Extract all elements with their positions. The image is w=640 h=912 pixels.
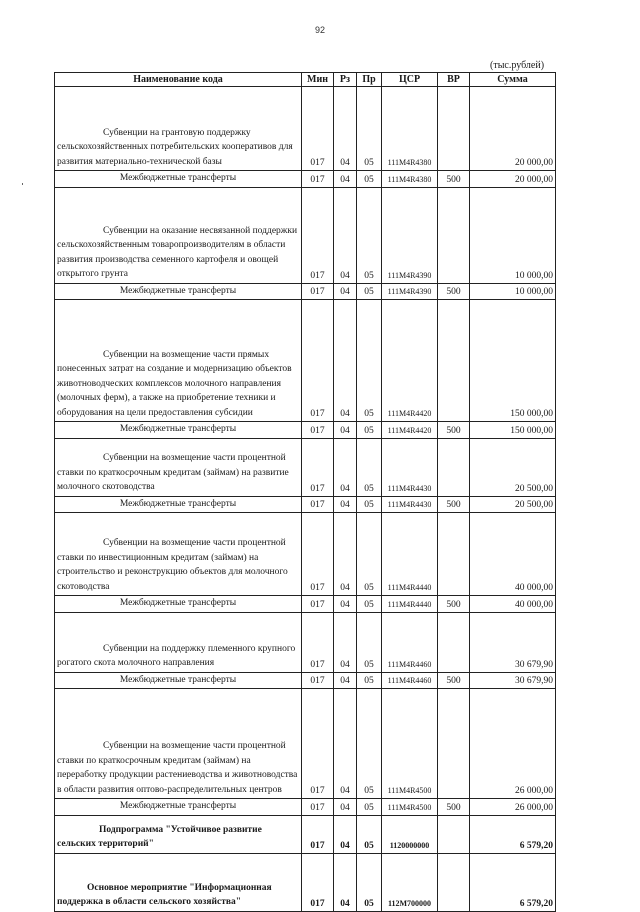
cell-pr: 05 [357,438,382,496]
cell-csr: 111M4R4420 [382,422,438,439]
cell-vr [438,853,470,911]
cell-csr: 111M4R4420 [382,300,438,422]
cell-vr [438,513,470,596]
cell-name [55,596,302,613]
table-header-row [55,73,556,87]
table-row-transfer [55,496,556,513]
cell-vr [438,187,470,283]
cell-csr: 111M4R4430 [382,438,438,496]
row-label: Основное мероприятие "Информационная поддержка в области сельского хозяйства" [57,882,272,907]
cell-rz: 04 [334,799,357,816]
cell-name [55,853,302,911]
cell-vr: 500 [438,171,470,188]
units-label: (тыс.рублей) [490,60,545,71]
header-pr: Пр [357,73,382,87]
cell-pr: 05 [357,513,382,596]
cell-min: 017 [302,171,334,188]
cell-sum: 20 000,00 [470,87,556,171]
cell-min: 017 [302,87,334,171]
row-label: Субвенции на оказание несвязанной поддержки сельскохозяйственным товаропроизводителям в области развития производства семенного картофеля и овощей открытого грунта [57,225,298,279]
cell-rz: 04 [334,815,357,853]
table-row-transfer [55,171,556,188]
cell-pr: 05 [357,422,382,439]
row-label: Субвенции на возмещение части процентной ставки по краткосрочным кредитам (займам) на переработку продукции растениеводства и животноводства в области развития оптово-распределительных центров [57,741,298,795]
cell-name [55,815,302,853]
cell-pr: 05 [357,87,382,171]
table-row-item [55,513,556,596]
cell-rz: 04 [334,853,357,911]
row-label: Субвенции на поддержку племенного крупного рогатого скота молочного направления [57,643,296,668]
cell-min: 017 [302,513,334,596]
cell-rz: 04 [334,187,357,283]
cell-rz: 04 [334,283,357,300]
cell-vr: 500 [438,422,470,439]
table-row-transfer [55,283,556,300]
cell-name [55,672,302,689]
cell-sum: 10 000,00 [470,187,556,283]
cell-min: 017 [302,612,334,672]
cell-sum: 10 000,00 [470,283,556,300]
cell-name [55,87,302,171]
cell-name [55,187,302,283]
cell-sum: 20 500,00 [470,496,556,513]
cell-csr: 111M4R4390 [382,283,438,300]
row-label: Межбюджетные трансферты [119,424,237,434]
cell-rz: 04 [334,513,357,596]
row-label: Межбюджетные трансферты [119,801,237,811]
cell-sum: 6 579,20 [470,853,556,911]
cell-sum: 150 000,00 [470,300,556,422]
cell-csr: 111M4R4380 [382,87,438,171]
cell-rz: 04 [334,87,357,171]
cell-sum: 6 579,20 [470,815,556,853]
cell-min: 017 [302,815,334,853]
cell-sum: 40 000,00 [470,596,556,613]
cell-pr: 05 [357,283,382,300]
row-label: Межбюджетные трансферты [119,598,237,608]
scan-mark [22,183,23,185]
cell-vr: 500 [438,496,470,513]
cell-vr [438,689,470,799]
cell-csr: 111M4R4440 [382,513,438,596]
cell-vr [438,87,470,171]
cell-csr: 111M4R4460 [382,612,438,672]
row-label: Субвенции на возмещение части процентной ставки по инвестиционным кредитам (займам) на строительство и реконструкцию объектов для молочного скотоводства [57,538,288,592]
cell-min: 017 [302,672,334,689]
cell-rz: 04 [334,438,357,496]
cell-min: 017 [302,283,334,300]
cell-rz: 04 [334,672,357,689]
cell-pr: 05 [357,171,382,188]
cell-name [55,612,302,672]
cell-name [55,438,302,496]
header-min: Мин [302,73,334,87]
cell-name [55,496,302,513]
cell-name [55,513,302,596]
row-label: Субвенции на возмещение части процентной ставки по краткосрочным кредитам (займам) на развитие молочного скотоводства [57,453,289,492]
cell-pr: 05 [357,815,382,853]
cell-pr: 05 [357,596,382,613]
cell-rz: 04 [334,300,357,422]
cell-min: 017 [302,689,334,799]
header-rz: Рз [334,73,357,87]
cell-vr [438,438,470,496]
cell-pr: 05 [357,300,382,422]
cell-rz: 04 [334,496,357,513]
header-name: Наименование кода [55,73,302,87]
cell-min: 017 [302,496,334,513]
cell-csr: 111M4R4380 [382,171,438,188]
cell-min: 017 [302,596,334,613]
header-vr: ВР [438,73,470,87]
cell-rz: 04 [334,689,357,799]
table-row-subprogram [55,815,556,853]
table-row-transfer [55,422,556,439]
cell-sum: 20 500,00 [470,438,556,496]
cell-min: 017 [302,300,334,422]
cell-name [55,283,302,300]
cell-name [55,300,302,422]
cell-csr: 1120000000 [382,815,438,853]
cell-rz: 04 [334,612,357,672]
cell-vr [438,612,470,672]
cell-pr: 05 [357,672,382,689]
cell-csr: 111M4R4500 [382,689,438,799]
cell-vr: 500 [438,283,470,300]
row-label: Субвенции на грантовую поддержку сельскохозяйственных потребительских кооперативов для развития материально-технической базы [57,127,293,167]
cell-csr: 111M4R4460 [382,672,438,689]
table-row-item [55,438,556,496]
cell-name [55,422,302,439]
cell-csr: 111M4R4430 [382,496,438,513]
cell-name [55,171,302,188]
table-row-item [55,612,556,672]
row-label: Межбюджетные трансферты [119,498,237,509]
cell-rz: 04 [334,422,357,439]
cell-pr: 05 [357,799,382,816]
cell-pr: 05 [357,689,382,799]
row-label: Подпрограмма "Устойчивое развитие сельских территорий" [57,824,262,849]
row-label: Межбюджетные трансферты [119,285,237,296]
cell-csr: 111M4R4500 [382,799,438,816]
table-body [55,87,556,912]
cell-rz: 04 [334,596,357,613]
table-row-transfer [55,799,556,816]
cell-sum: 150 000,00 [470,422,556,439]
cell-min: 017 [302,187,334,283]
cell-rz: 04 [334,171,357,188]
row-label: Межбюджетные трансферты [119,173,237,183]
cell-sum: 26 000,00 [470,799,556,816]
cell-sum: 30 679,90 [470,612,556,672]
table-row-activity [55,853,556,911]
table-row-item [55,300,556,422]
cell-vr [438,300,470,422]
cell-pr: 05 [357,496,382,513]
cell-sum: 40 000,00 [470,513,556,596]
table-row-item [55,87,556,171]
cell-sum: 20 000,00 [470,171,556,188]
cell-vr: 500 [438,596,470,613]
cell-min: 017 [302,422,334,439]
header-csr: ЦСР [382,73,438,87]
table-row-transfer [55,672,556,689]
cell-min: 017 [302,853,334,911]
page-number: 92 [314,25,325,35]
cell-pr: 05 [357,187,382,283]
cell-pr: 05 [357,853,382,911]
cell-sum: 26 000,00 [470,689,556,799]
cell-min: 017 [302,799,334,816]
table-row-item [55,689,556,799]
budget-table [54,72,556,912]
header-sum: Сумма [470,73,556,87]
cell-vr: 500 [438,799,470,816]
cell-name [55,689,302,799]
table-row-transfer [55,596,556,613]
cell-vr: 500 [438,672,470,689]
cell-sum: 30 679,90 [470,672,556,689]
row-label: Субвенции на возмещение части прямых понесенных затрат на создание и модернизацию объектов животноводческих комплексов молочного направления (молочных ферм), а также на приобретение техники и оборудования на цели предоставления субсидии [57,349,292,418]
table-row-item [55,187,556,283]
cell-min: 017 [302,438,334,496]
cell-name [55,799,302,816]
cell-csr: 111M4R4440 [382,596,438,613]
row-label: Межбюджетные трансферты [119,674,237,685]
cell-pr: 05 [357,612,382,672]
cell-vr [438,815,470,853]
cell-csr: 111M4R4390 [382,187,438,283]
cell-csr: 112M700000 [382,853,438,911]
